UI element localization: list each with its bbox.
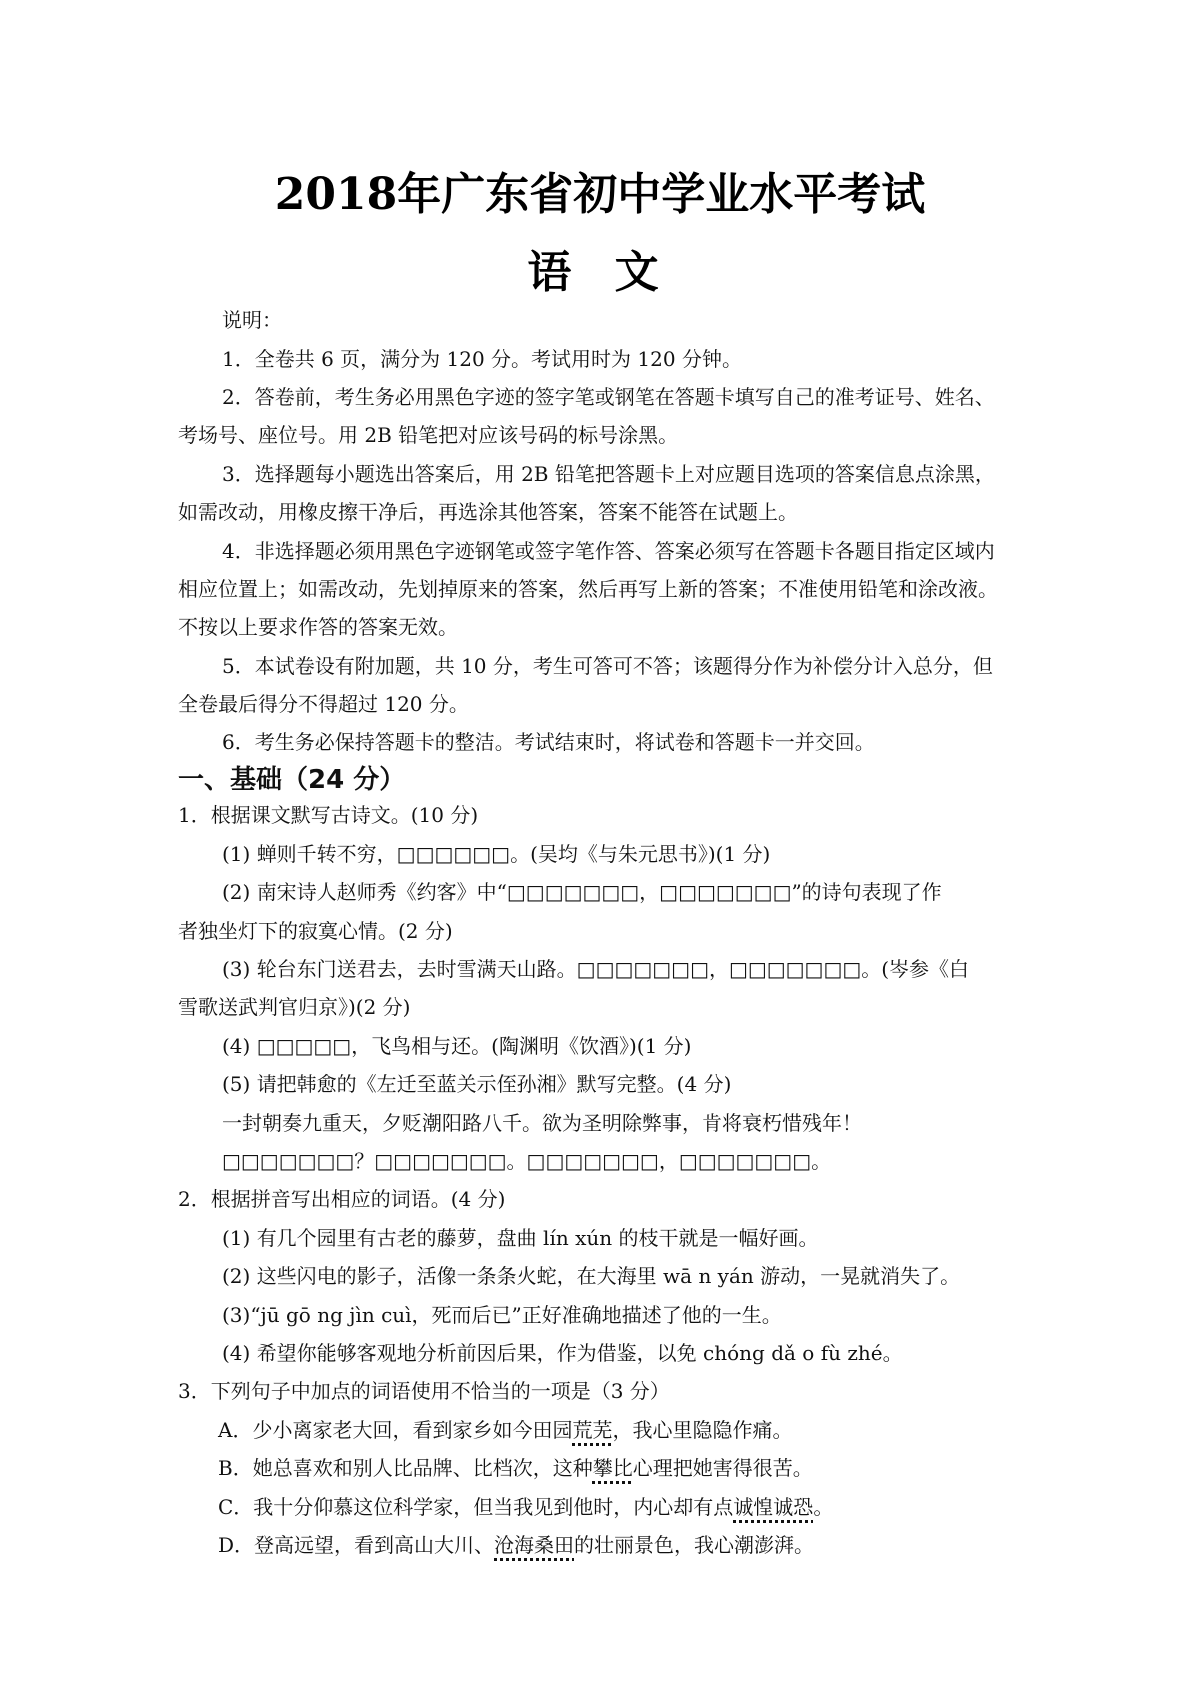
instruction-4-cont: 相应位置上；如需改动，先划掉原来的答案，然后再写上新的答案；不准使用铅笔和涂改液。 (178, 577, 998, 601)
instruction-4-cont2: 不按以上要求作答的答案无效。 (178, 615, 458, 639)
instruction-2: 2．答卷前，考生务必用黑色字迹的签字笔或钢笔在答题卡填写自己的准考证号、姓名、 (222, 385, 995, 409)
q3-option-c (218, 1494, 833, 1520)
q2-item-4: (4) 希望你能够客观地分析前因后果，作为借鉴，以免 chóng dǎ o fù zhé。 (222, 1341, 903, 1365)
exam-title: 2018年广东省初中学业水平考试 (274, 169, 926, 220)
option-c-dotted-word: 诚惶诚恐 (733, 1495, 814, 1519)
option-b-text-end: 心理把她害得很苦。 (632, 1456, 813, 1480)
q3-option-d (218, 1532, 814, 1558)
subject-title: 语 文 (527, 247, 673, 298)
q2-item-1: (1) 有几个园里有古老的藤萝，盘曲 lín xún 的枝干就是一幅好画。 (222, 1226, 819, 1250)
q1-part5: (5) 请把韩愈的《左迁至蓝关示侄孙湘》默写完整。(4 分) (222, 1072, 732, 1096)
option-a-text-end: ，我心里隐隐作痛。 (612, 1418, 793, 1442)
option-b-dotted-word: 攀比 (592, 1456, 633, 1480)
option-d-text: D．登高远望，看到高山大川、 (218, 1533, 495, 1557)
q1-part1: (1) 蝉则千转不穷，□□□□□□。(吴均《与朱元思书》)(1 分) (222, 842, 771, 866)
q1-part3-cont: 雪歌送武判官归京》)(2 分) (178, 995, 411, 1019)
instruction-6: 6．考生务必保持答题卡的整洁。考试结束时，将试卷和答题卡一并交回。 (222, 730, 875, 754)
instruction-5: 5．本试卷设有附加题，共 10 分，考生可答可不答；该题得分作为补偿分计入总分，但 (222, 654, 993, 678)
q1-part2: (2) 南宋诗人赵师秀《约客》中“□□□□□□□，□□□□□□□”的诗句表现了作 (222, 880, 942, 904)
q1-part3: (3) 轮台东门送君去，去时雪满天山路。□□□□□□□，□□□□□□□。(岑参《白 (222, 957, 970, 981)
section-heading: 一、基础（24 分） (178, 765, 406, 795)
q2-item-3: (3)“jū gō ng jìn cuì，死而后已”正好准确地描述了他的一生。 (222, 1303, 782, 1327)
q1-poem-line1: 一封朝奏九重天，夕贬潮阳路八千。欲为圣明除弊事，肯将衰朽惜残年！ (222, 1111, 862, 1135)
instruction-5-cont: 全卷最后得分不得超过 120 分。 (178, 692, 469, 716)
q1-part2-cont: 者独坐灯下的寂寞心情。(2 分) (178, 919, 453, 943)
q1-poem-line2: □□□□□□□？□□□□□□□。□□□□□□□，□□□□□□□。 (222, 1149, 832, 1173)
q1-stem: 1．根据课文默写古诗文。(10 分) (178, 803, 479, 827)
q3-option-b (218, 1455, 813, 1481)
option-d-dotted-word: 沧海桑田 (494, 1533, 575, 1557)
q3-option-a (218, 1417, 792, 1443)
q1-part4: (4) □□□□□，飞鸟相与还。(陶渊明《饮酒》)(1 分) (222, 1034, 692, 1058)
instruction-4: 4．非选择题必须用黑色字迹钢笔或签字笔作答、答案必须写在答题卡各题目指定区域内 (222, 539, 995, 563)
instruction-3: 3．选择题每小题选出答案后，用 2B 铅笔把答题卡上对应题目选项的答案信息点涂黑， (222, 462, 995, 486)
instructions-label: 说明： (222, 308, 282, 332)
option-c-text: C．我十分仰慕这位科学家，但当我见到他时，内心却有点 (218, 1495, 734, 1519)
option-a-text: A．少小离家老大回，看到家乡如今田园 (218, 1418, 573, 1442)
option-b-text: B．她总喜欢和别人比品牌、比档次，这种 (218, 1456, 593, 1480)
option-a-dotted-word: 荒芜 (572, 1418, 613, 1442)
q2-stem: 2．根据拼音写出相应的词语。(4 分) (178, 1187, 506, 1211)
q3-stem: 3．下列句子中加点的词语使用不恰当的一项是（3 分） (178, 1379, 670, 1403)
option-d-text-end: 的壮丽景色，我心潮澎湃。 (574, 1533, 815, 1557)
option-c-text-end: 。 (813, 1495, 834, 1519)
q2-item-2: (2) 这些闪电的影子，活像一条条火蛇，在大海里 wā n yán 游动，一晃就消失了。 (222, 1264, 961, 1288)
instruction-1: 1．全卷共 6 页，满分为 120 分。考试用时为 120 分钟。 (222, 347, 742, 371)
instruction-3-cont: 如需改动，用橡皮擦干净后，再选涂其他答案，答案不能答在试题上。 (178, 500, 798, 524)
instruction-2-cont: 考场号、座位号。用 2B 铅笔把对应该号码的标号涂黑。 (178, 423, 679, 447)
